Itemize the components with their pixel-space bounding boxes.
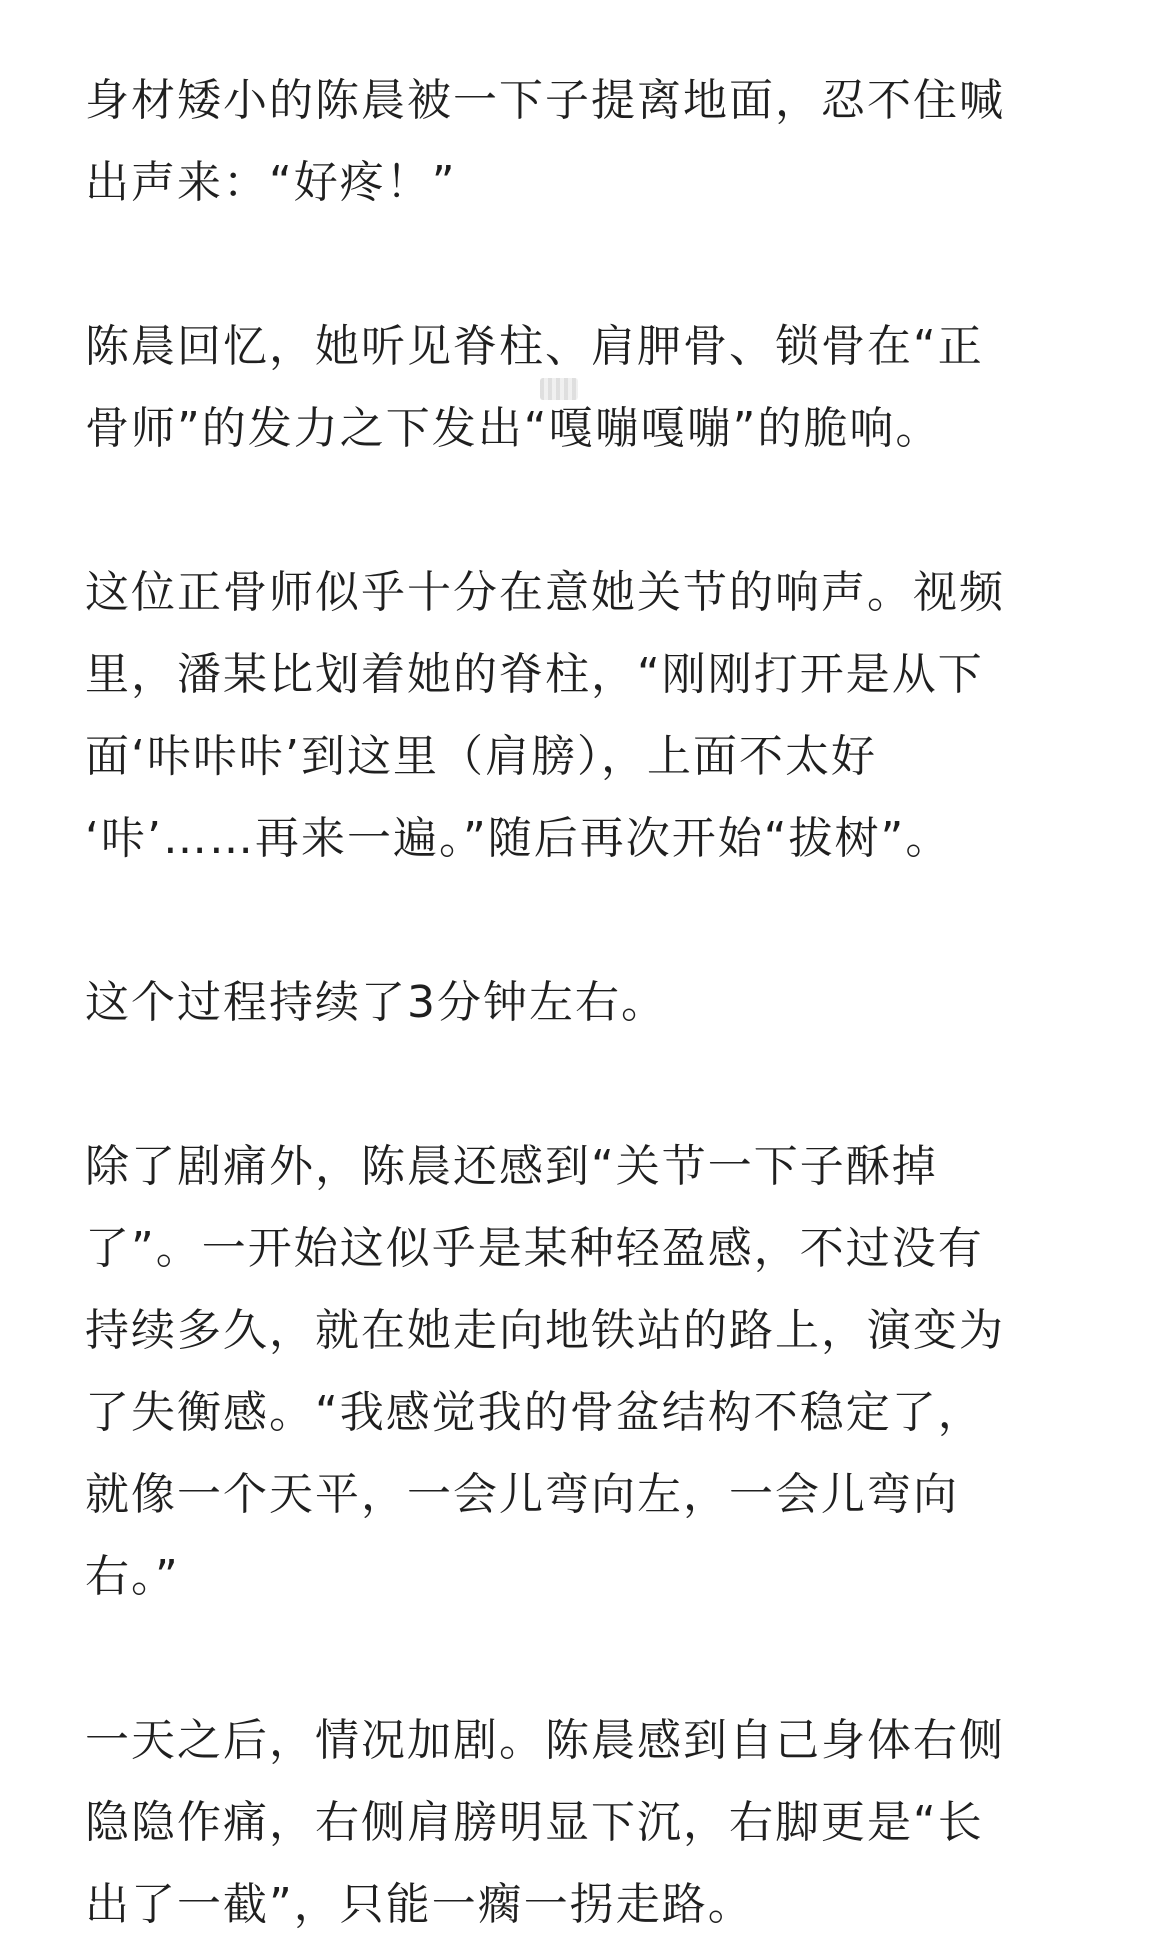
paragraph-2: 陈晨回忆，她听见脊柱、肩胛骨、锁骨在“正 骨师”的发力之下发出“嘎嘣嘎嘣”的脆响。 [85, 321, 984, 454]
watermark-mark [540, 378, 578, 400]
paragraph-3: 这位正骨师似乎十分在意她关节的响声。视频 里，潘某比划着她的脊柱，“刚刚打开是从下 面‘咔咔咔’到这里（肩膀），上面不太好 ‘咔’……再来一遍。”随后再次开始“拔树”。 [85, 567, 1005, 864]
paragraph-1: 身材矮小的陈晨被一下子提离地面，忍不住喊 出声来：“好疼！” [85, 75, 1005, 208]
paragraph-4: 这个过程持续了3分钟左右。 [85, 977, 667, 1028]
article-body [85, 60, 1085, 1946]
paragraph-5: 除了剧痛外，陈晨还感到“关节一下子酥掉 了”。一开始这似乎是某种轻盈感，不过没有 持续多久，就在她走向地铁站的路上，演变为 了失衡感。“我感觉我的骨盆结构不稳定了， 就像一个天平，一会儿弯向左，一会儿弯向 右。” [85, 1141, 1005, 1602]
paragraph-6: 一天之后，情况加剧。陈晨感到自己身体右侧 隐隐作痛，右侧肩膀明显下沉，右脚更是“长 出了一截”，只能一瘸一拐走路。 [85, 1715, 1005, 1930]
